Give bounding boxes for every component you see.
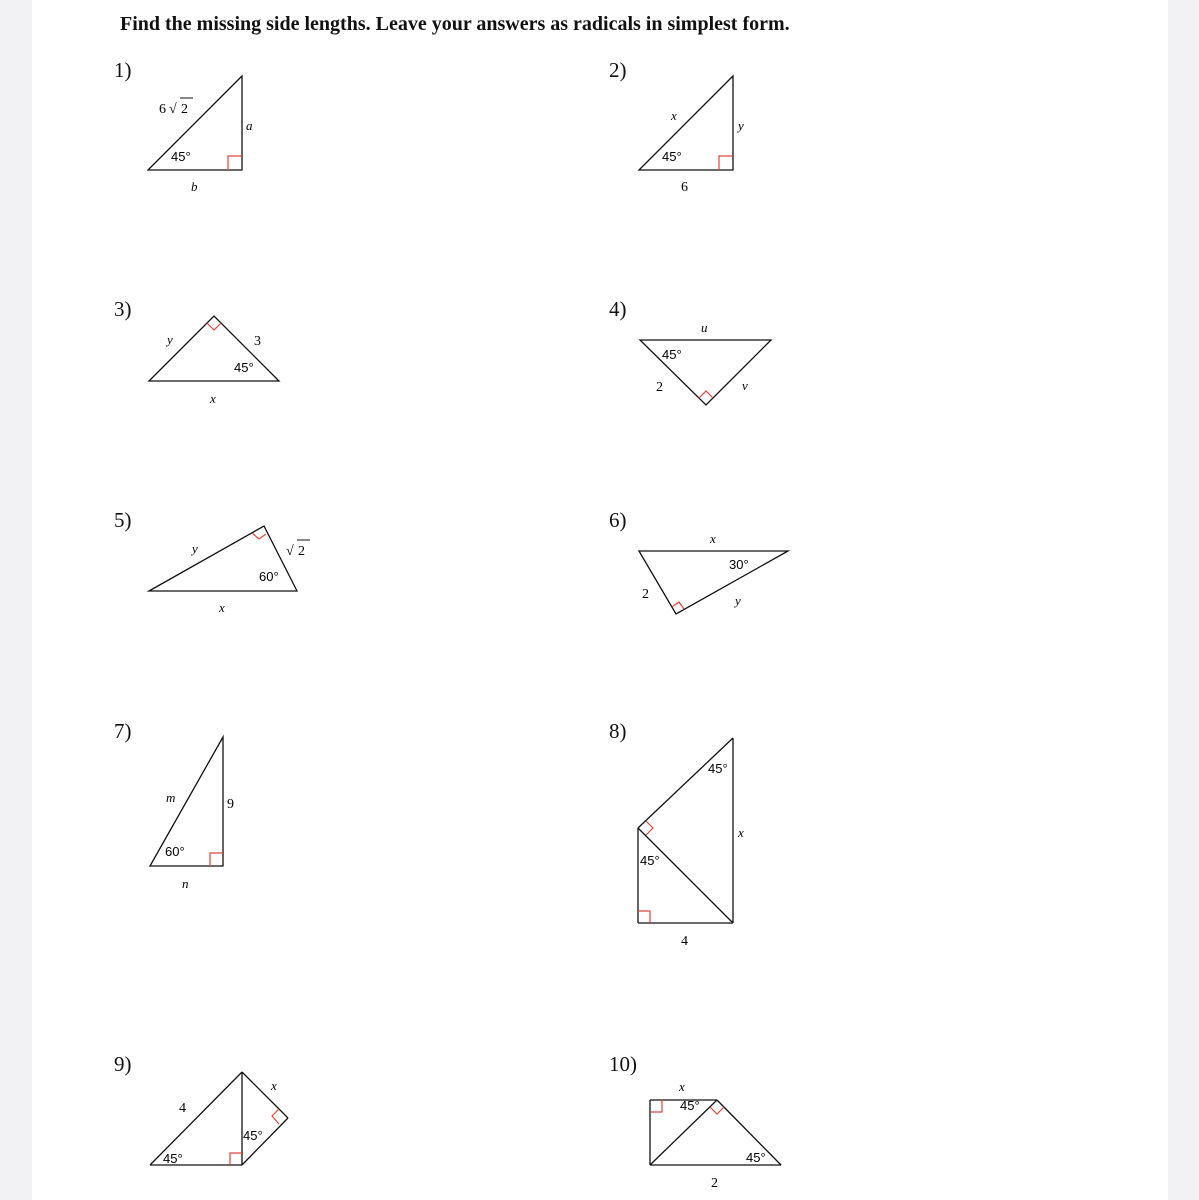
label-y: y: [735, 593, 741, 608]
label-x: x: [710, 531, 716, 546]
angle-label: 60°: [165, 844, 185, 859]
problem-number-4: 4): [609, 297, 627, 321]
label-v: v: [742, 378, 748, 393]
label-x: x: [219, 600, 225, 615]
right-angle-marker: [228, 156, 242, 170]
label-x: x: [671, 108, 677, 123]
label-x: x: [738, 825, 744, 840]
instructions: Find the missing side lengths. Leave your answers as radicals in simplest form.: [120, 13, 790, 35]
problem-number-5: 5): [114, 508, 132, 532]
angle-label: 45°: [234, 360, 254, 375]
right-angle-marker-mid: [646, 821, 653, 835]
label-n: n: [182, 876, 189, 891]
right-angle-marker: [252, 533, 266, 539]
right-angle-marker: [719, 156, 733, 170]
label-x: x: [271, 1078, 277, 1093]
right-angle-marker: [207, 323, 221, 330]
angle-right-label: 45°: [746, 1150, 766, 1165]
right-angle-marker-top: [650, 1100, 662, 1112]
label-side: 2: [656, 380, 663, 395]
right-angle-marker: [210, 853, 223, 866]
label-u: u: [701, 320, 708, 335]
label-side: 2: [642, 587, 649, 602]
label-y: y: [738, 118, 744, 133]
label-hyp-coeff: 6: [159, 102, 166, 117]
label-side: 4: [681, 934, 688, 949]
triangle-4: [640, 340, 771, 405]
sqrt-symbol: √: [286, 544, 294, 559]
problem-5-figure: [149, 526, 310, 615]
sqrt-symbol: √: [169, 102, 177, 117]
label-y: y: [167, 332, 173, 347]
label-a: a: [246, 118, 253, 133]
right-angle-marker-base: [230, 1153, 242, 1165]
side-x: [242, 1072, 288, 1118]
problem-number-8: 8): [609, 719, 627, 743]
angle-top-label: 45°: [680, 1098, 700, 1113]
label-side-rad: 2: [298, 544, 305, 559]
right-angle-marker: [699, 391, 713, 398]
triangle-7: [150, 737, 223, 866]
angle-mid-label: 45°: [243, 1128, 263, 1143]
label-x: x: [210, 391, 216, 406]
problem-6-figure: [639, 531, 788, 614]
problem-number-6: 6): [609, 508, 627, 532]
label-hyp-rad: 2: [181, 102, 188, 117]
right-angle-marker-outer: [272, 1109, 279, 1124]
label-side: 9: [227, 797, 234, 812]
angle-mid-label: 45°: [640, 853, 660, 868]
angle-label: 30°: [729, 557, 749, 572]
problem-4-figure: [640, 320, 771, 405]
right-angle-marker-bottom: [638, 911, 650, 923]
label-b: b: [191, 179, 198, 194]
problem-number-2: 2): [609, 58, 627, 82]
problem-7-figure: [150, 737, 234, 891]
angle-label: 60°: [259, 569, 279, 584]
angle-label: 45°: [662, 149, 682, 164]
diagonal: [638, 828, 733, 923]
label-base: 6: [681, 180, 688, 195]
angle-top-label: 45°: [708, 761, 728, 776]
angle-label: 45°: [662, 347, 682, 362]
label-side: 2: [711, 1176, 718, 1191]
label-x: x: [679, 1079, 685, 1094]
problem-1-figure: [148, 76, 253, 194]
triangle-6: [639, 551, 788, 614]
label-y: y: [192, 541, 198, 556]
right-angle-marker: [672, 602, 684, 609]
angle-label: 45°: [171, 149, 191, 164]
problem-10-figure: [650, 1079, 781, 1191]
problem-number-9: 9): [114, 1052, 132, 1076]
problem-number-10: 10): [609, 1052, 637, 1076]
problem-number-1: 1): [114, 58, 132, 82]
problem-2-figure: [639, 76, 744, 195]
angle-left-label: 45°: [163, 1151, 183, 1166]
problem-number-3: 3): [114, 297, 132, 321]
label-side: 3: [254, 334, 261, 349]
problem-number-7: 7): [114, 719, 132, 743]
label-m: m: [166, 790, 176, 805]
label-side: 4: [179, 1101, 186, 1116]
right-angle-marker-inner: [710, 1107, 724, 1114]
problem-3-figure: [149, 316, 279, 406]
problem-9-figure: [150, 1072, 288, 1166]
hypotenuse-top: [638, 738, 733, 828]
problem-8-figure: [638, 738, 744, 949]
